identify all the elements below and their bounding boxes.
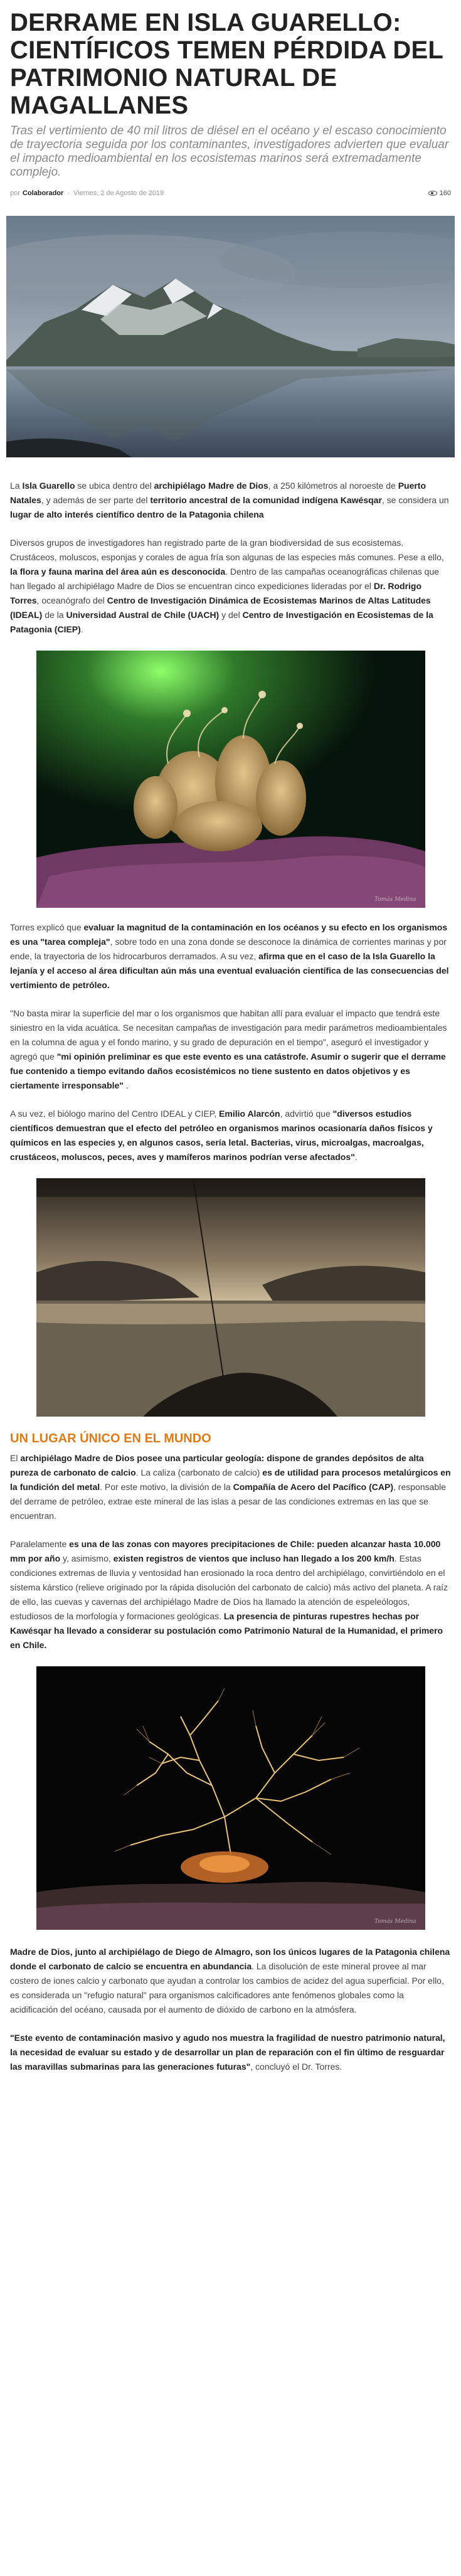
text-run: . La caliza (carbonato de calcio) bbox=[135, 1467, 263, 1477]
bold-text: territorio ancestral de la comunidad indígena Kawésqar bbox=[150, 495, 382, 505]
text-run: y del bbox=[219, 610, 243, 620]
article-header bbox=[0, 0, 461, 197]
branch-coral-image-graphic bbox=[36, 1666, 425, 1930]
text-run: se ubica dentro del bbox=[75, 481, 154, 491]
bold-text: "mi opinión preliminar es que este evento es una catástrofe. Asumir o sugerir que el derrame fue contenido a tiempo evitando daños ecosistémicos no tiene sustento en datos objetivos y es ciertamente irresponsable" bbox=[10, 1051, 446, 1090]
paragraph-9 bbox=[10, 2031, 451, 2074]
bold-text: Madre de Dios, junto al archipiélago de Diego de Almagro, son los únicos lugares de la Patagonia chilena donde el carbonato de calcio se encuentra en abundancia bbox=[10, 1947, 450, 1971]
bold-text: archipiélago Madre de Dios bbox=[154, 481, 268, 491]
coral-image bbox=[36, 651, 425, 908]
view-count bbox=[428, 189, 451, 197]
text-run: de la bbox=[42, 610, 66, 620]
text-run: Paralelamente bbox=[10, 1539, 70, 1549]
text-run: . Estas condiciones extremas de lluvia y ventosidad han erosionado la roca dentro del archipiélago, convirtiéndolo en el sistema kárstico (relieve originado por la rápida disolución del carbonato de calcio) más activo del planeta. A raíz de ello, las cuevas y cavernas del archipiélago Madre de Dios ha llamado la atención de espeleólogos, estudiosos de la morfología y formaciones geológicas. bbox=[10, 1553, 448, 1621]
paragraph-7 bbox=[10, 1537, 451, 1653]
text-run: "No basta mirar la superficie del mar o los organismos que habitan allí para evaluar el impacto que tendrá este siniestro en la vida acuática. Se necesitan campañas de investigación para medir parámetros medioambientales en la columna de agua y el fondo marino, y su grado de depuración en el tiempo", aseguró el investigador y agregó que bbox=[10, 1008, 447, 1062]
text-run: , a 250 kilómetros al noroeste de bbox=[268, 481, 398, 491]
text-run: . bbox=[354, 1152, 358, 1162]
paragraph-3 bbox=[10, 920, 451, 993]
paragraph-5 bbox=[10, 1107, 451, 1164]
view-count-value: 160 bbox=[439, 189, 451, 197]
paragraph-8 bbox=[10, 1945, 451, 2017]
bold-text: Universidad Austral de Chile (UACH) bbox=[66, 610, 220, 620]
text-run: Torres explicó que bbox=[10, 922, 84, 932]
text-run: , sobre todo en una zona donde se desconoce la dinámica de corrientes marinas y por ende, la trayectoria de los hidrocarburos derramados. A su vez, bbox=[10, 937, 447, 961]
article-body bbox=[0, 479, 461, 637]
bold-text: "Este evento de contaminación masivo y agudo nos muestra la fragilidad de nuestro patrimonio natural, la necesidad de evaluar su estado y de desarrollar un plan de reparación con el fin último de resguardar las maravillas submarinas para las generaciones futuras" bbox=[10, 2033, 445, 2072]
bold-text: evaluar la magnitud de la contaminación en los océanos y su efecto en los organismos es una "tarea compleja" bbox=[10, 922, 448, 947]
article-body-2 bbox=[0, 920, 461, 1164]
bold-text: La presencia de pinturas rupestres hechas por Kawésqar ha llevado a considerar su postulación como Patrimonio Natural de la Humanidad, el primero en Chile. bbox=[10, 1611, 443, 1650]
text-run: El bbox=[10, 1453, 21, 1463]
bold-text: lugar de alto interés científico dentro de la Patagonia chilena bbox=[10, 509, 264, 519]
text-run: , y además de ser parte del bbox=[41, 495, 151, 505]
coral-image-graphic bbox=[36, 651, 425, 908]
bold-text: es una de las zonas con mayores precipitaciones de Chile: pueden alcanzar hasta 10.000 mm por año bbox=[10, 1539, 441, 1563]
paragraph-1 bbox=[10, 479, 451, 522]
text-run: . Dentro de las campañas oceanográficas chilenas que han llegado al archipiélago Madre de Dios se encuentran cinco expediciones lideradas por el bbox=[10, 567, 440, 591]
text-run: Diversos grupos de investigadores han registrado parte de la gran biodiversidad de sus ecosistemas. Crustáceos, moluscos, esponjas y corales de agua fría son algunas de las especies más comunes. Pese a ello, bbox=[10, 538, 444, 562]
article-subtitle: Tras el vertimiento de 40 mil litros de diésel en el océano y el escaso conocimiento de trayectoria seguida por los contaminantes, investigadores advierten que evaluar el impacto medioambiental en los ecosistemas marinos será extremadamente complejo. bbox=[10, 124, 449, 179]
bold-text: archipiélago Madre de Dios posee una particular geología: dispone de grandes depósitos de alta pureza de carbonato de calcio bbox=[10, 1453, 424, 1477]
meta-by: por bbox=[10, 189, 20, 197]
bold-text: Isla Guarello bbox=[22, 481, 75, 491]
text-run: , oceanógrafo del bbox=[36, 595, 107, 605]
text-run: A su vez, el biólogo marino del Centro IDEAL y CIEP, bbox=[10, 1109, 220, 1119]
meta-separator: - bbox=[67, 189, 70, 197]
text-run: , se considera un bbox=[381, 495, 449, 505]
bold-text: Dr. Rodrigo Torres bbox=[10, 581, 422, 605]
paragraph-6 bbox=[10, 1451, 451, 1523]
bold-text: "diversos estudios científicos demuestran que el efecto del petróleo en organismos marinos ocasionaría daños físicos y químicos en las especies y, en algunos casos, sería letal. Bacterias, virus, microalgas, macroalgas, crustáceos, moluscos, peces, aves y mamíferos marinos podrían verse afectados" bbox=[10, 1109, 433, 1162]
channel-image bbox=[36, 1178, 425, 1417]
channel-image-graphic bbox=[36, 1178, 425, 1417]
text-run: , advirtió que bbox=[280, 1109, 333, 1119]
article-body-3 bbox=[0, 1432, 461, 1653]
article-date: Viernes, 2 de Agosto de 2019 bbox=[73, 189, 164, 197]
bold-text: Compañía de Acero del Pacífico (CAP) bbox=[233, 1482, 394, 1492]
bold-text: Puerto Natales bbox=[10, 481, 427, 505]
text-run: . Por este motivo, la división de la bbox=[100, 1482, 233, 1492]
text-run: . bbox=[80, 624, 83, 634]
bold-text: Centro de Investigación Dinámica de Ecosistemas Marinos de Altas Latitudes (IDEAL) bbox=[10, 595, 431, 620]
article-body-4 bbox=[0, 1945, 461, 2074]
bold-text: afirma que en el caso de la Isla Guarello la lejanía y el acceso al área dificultan aún más una eventual evaluación científica de las consecuencias del vertimiento de petróleo. bbox=[10, 951, 449, 990]
bold-text: existen registros de vientos que incluso han llegado a los 200 km/h bbox=[113, 1553, 395, 1563]
paragraph-4 bbox=[10, 1006, 451, 1093]
eye-icon bbox=[428, 191, 437, 196]
bold-text: es de utilidad para procesos metalúrgicos en la fundición del metal bbox=[10, 1467, 451, 1492]
section-heading: UN LUGAR ÚNICO EN EL MUNDO bbox=[10, 1432, 211, 1445]
paragraph-2 bbox=[10, 536, 451, 637]
hero-image bbox=[6, 216, 455, 457]
text-run: y, asimismo, bbox=[60, 1553, 114, 1563]
bold-text: Emilio Alarcón bbox=[219, 1109, 280, 1119]
branch-coral-image bbox=[36, 1666, 425, 1930]
hero-image-graphic bbox=[6, 216, 455, 457]
bold-text: Centro de Investigación en Ecosistemas de la Patagonia (CIEP) bbox=[10, 610, 433, 634]
author-link[interactable]: Colaborador bbox=[22, 189, 64, 197]
bold-text: la flora y fauna marina del área aún es desconocida bbox=[10, 567, 226, 577]
branch-coral-image-credit: Tomás Medina bbox=[374, 1919, 416, 1925]
coral-image-credit: Tomás Medina bbox=[374, 897, 416, 903]
text-run: . bbox=[123, 1080, 129, 1090]
article-meta bbox=[10, 189, 451, 197]
text-run: , concluyó el Dr. Torres. bbox=[250, 2062, 342, 2072]
text-run: . La disolución de este mineral provee al mar costero de iones calcio y carbonato que ayudan a controlar los cambios de acidez del agua superficial. Por ello, es considerada un "refugio natural" para organismos calcificadores ante fenómenos globales como la acidificación del océano, causada por el aumento de dióxido de carbono en la atmósfera. bbox=[10, 1961, 444, 2014]
article-title: DERRAME EN ISLA GUARELLO: CIENTÍFICOS TEMEN PÉRDIDA DEL PATRIMONIO NATURAL DE MAGALLANES bbox=[10, 9, 443, 119]
text-run: La bbox=[10, 481, 23, 491]
text-run: , responsable del derrame de petróleo, extrae este mineral de las islas a pesar de las condiciones extremas en las que se encuentran. bbox=[10, 1482, 447, 1521]
